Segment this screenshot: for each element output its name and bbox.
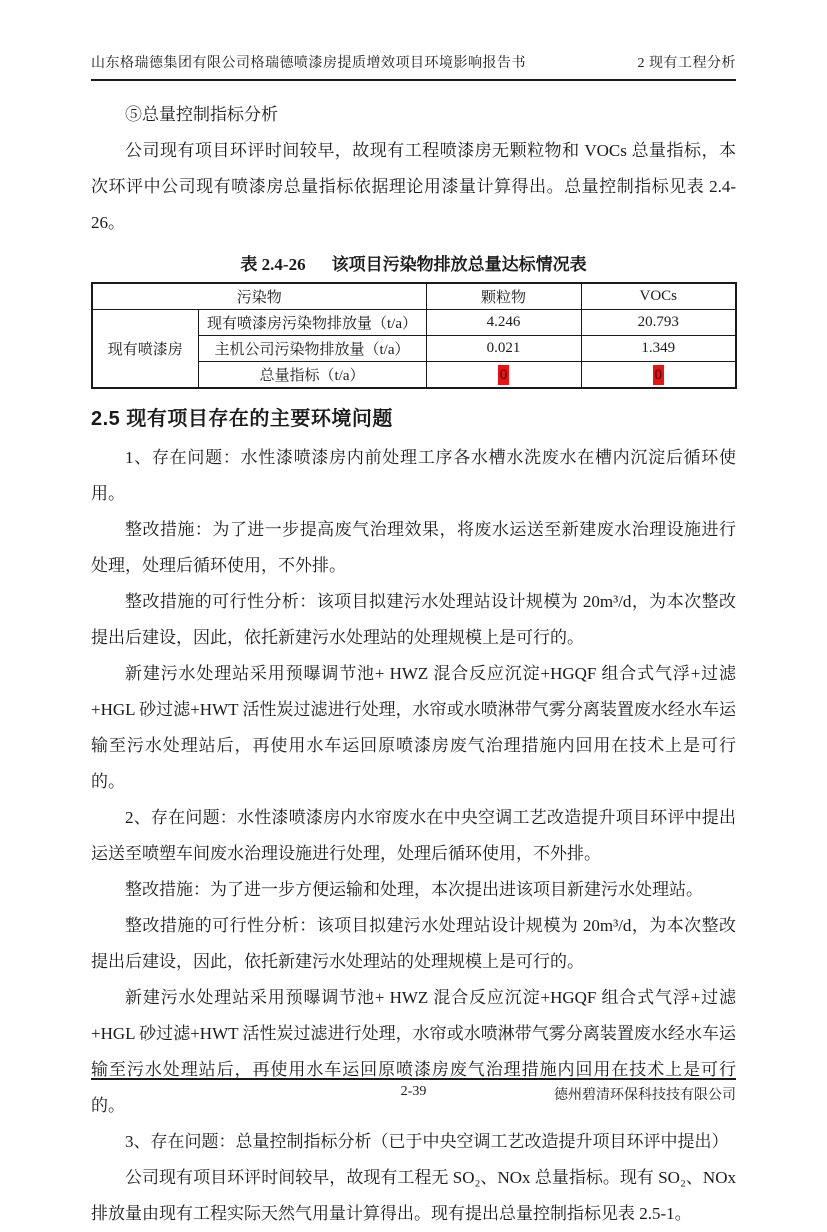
header-report-title: 山东格瑞德集团有限公司格瑞德喷漆房提质增效项目环境影响报告书 [91, 56, 526, 71]
row-label-cell: 现有喷漆房污染物排放量（t/a） [198, 310, 426, 336]
page-number: 2-39 [400, 1084, 427, 1099]
value-cell-vocs [581, 362, 736, 389]
header-cell-pollutant: 污染物 [92, 283, 426, 310]
table-caption-title: 该项目污染物排放总量达标情况表 [331, 255, 587, 274]
body-paragraph: 整改措施：为了进一步提高废气治理效果，将废水运送至新建废水治理设施进行处理，处理后循环使用，不外排。 [91, 520, 736, 575]
highlighted-value: 0 [654, 366, 663, 383]
table-header-row [92, 283, 736, 310]
body-paragraph: 2、存在问题：水性漆喷漆房内水帘废水在中央空调工艺改造提升项目环评中提出运送至喷塑车间废水治理设施进行处理，处理后循环使用，不外排。 [91, 808, 736, 863]
body-paragraph: 整改措施：为了进一步方便运输和处理，本次提出进该项目新建污水处理站。 [125, 880, 703, 899]
table-caption-number: 表 2.4-26 [240, 255, 306, 274]
body-paragraph: 整改措施的可行性分析：该项目拟建污水处理站设计规模为 20m³/d，为本次整改提出后建设，因此，依托新建污水处理站的处理规模上是可行的。 [91, 916, 736, 971]
document-page [91, 0, 736, 1223]
header-cell-vocs: VOCs [581, 283, 736, 310]
body-paragraph: 新建污水处理站采用预曝调节池+ HWZ 混合反应沉淀+HGQF 组合式气浮+过滤+HGL 砂过滤+HWT 活性炭过滤进行处理，水帘或水喷淋带气雾分离装置废水经水车运输至污水处理站后，再使用水车运回原喷漆房废气治理措施内回用在技术上是可行的。 [91, 988, 736, 1115]
row-label-cell: 主机公司污染物排放量（t/a） [198, 336, 426, 362]
body-paragraph: 公司现有项目环评时间较早，故现有工程无 SO₂、NOx 总量指标。现有 SO₂、NOx 排放量由现有工程实际天然气用量计算得出。现有提出总量控制指标见表 2.5-1。 [91, 1168, 736, 1223]
value-cell-pm: 0.021 [426, 336, 581, 362]
body-paragraph: 整改措施的可行性分析：该项目拟建污水处理站设计规模为 20m³/d，为本次整改提出后建设，因此，依托新建污水处理站的处理规模上是可行的。 [91, 592, 736, 647]
table-row [92, 310, 736, 336]
value-cell-pm [426, 362, 581, 389]
footer-company-name: 德州碧清环保科技技有限公司 [554, 1088, 736, 1103]
header-chapter-label: 2 现有工程分析 [637, 56, 736, 71]
header-cell-pm: 颗粒物 [426, 283, 581, 310]
body-paragraph: 新建污水处理站采用预曝调节池+ HWZ 混合反应沉淀+HGQF 组合式气浮+过滤+HGL 砂过滤+HWT 活性炭过滤进行处理，水帘或水喷淋带气雾分离装置废水经水车运输至污水处理站后，再使用水车运回原喷漆房废气治理措施内回用在技术上是可行的。 [91, 664, 736, 791]
value-cell-vocs: 1.349 [581, 336, 736, 362]
intro-paragraph: 公司现有项目环评时间较早，故现有工程喷漆房无颗粒物和 VOCs 总量指标，本次环评中公司现有喷漆房总量指标依据理论用漆量计算得出。总量控制指标见表 2.4-26。 [91, 141, 736, 232]
item-heading-total-control: ⑤总量控制指标分析 [125, 105, 278, 124]
section-heading-2-5: 2.5 现有项目存在的主要环境问题 [91, 408, 393, 430]
row-label-cell: 总量指标（t/a） [198, 362, 426, 389]
body-paragraph: 1、存在问题：水性漆喷漆房内前处理工序各水槽水洗废水在槽内沉淀后循环使用。 [91, 448, 736, 503]
group-label-cell: 现有喷漆房 [92, 310, 198, 389]
page-header [91, 0, 736, 81]
emission-total-table [91, 282, 737, 389]
table-caption [91, 250, 736, 275]
value-cell-pm: 4.246 [426, 310, 581, 336]
value-cell-vocs: 20.793 [581, 310, 736, 336]
page-footer [91, 1078, 736, 1106]
highlighted-value: 0 [499, 366, 508, 383]
body-paragraph: 3、存在问题：总量控制指标分析（已于中央空调工艺改造提升项目环评中提出） [125, 1132, 729, 1151]
